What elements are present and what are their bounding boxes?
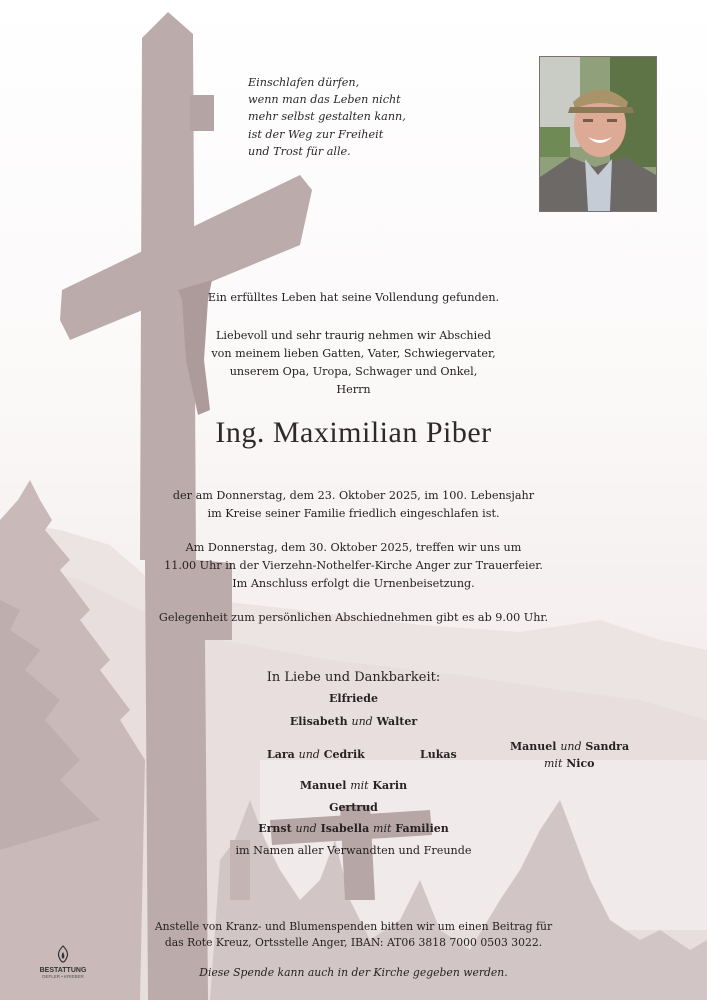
connector-word: und (351, 715, 373, 728)
logo-name: BESTATTUNG (39, 967, 87, 974)
death-info-line: im Kreise seiner Familie friedlich eingeschlafen ist. (207, 507, 500, 520)
logo-subtitle: DEFLER • KRIEBER (42, 974, 84, 979)
mourner-name: Cedrik (323, 748, 365, 761)
mourner-name: Walter (376, 715, 418, 728)
poem-line: mehr selbst gestalten kann, (248, 110, 406, 124)
poem (248, 74, 406, 160)
announcement-text (0, 327, 707, 399)
flame-icon (55, 945, 71, 963)
donation-text (0, 919, 707, 951)
intro-text: Ein erfülltes Leben hat seine Vollendung gefunden. (207, 291, 500, 304)
mourner-wife: Elfriede (329, 692, 378, 705)
donation-line: Anstelle von Kranz- und Blumenspenden bitten wir um einen Beitrag für (154, 920, 553, 933)
mourner-name: Isabella (320, 822, 370, 835)
mourner-name: Karin (372, 779, 408, 792)
connector-word: mit (544, 757, 563, 770)
mourner-child-line (0, 715, 707, 728)
mourner-grandchild-2: Lukas (420, 748, 457, 761)
mourners-others: im Namen aller Verwandten und Freunde (235, 844, 472, 857)
mourner-name: Lara (267, 748, 295, 761)
mourner-sibling-3-line (0, 822, 707, 835)
farewell-info: Gelegenheit zum persönlichen Abschiednehmen gibt es ab 9.00 Uhr. (158, 611, 549, 624)
funeral-home-logo (33, 945, 93, 985)
mourners-heading: In Liebe und Dankbarkeit: (266, 670, 441, 685)
funeral-info-line: 11.00 Uhr in der Vierzehn-Nothelfer-Kirche Anger zur Trauerfeier. (164, 559, 543, 572)
connector-word: und (298, 748, 320, 761)
mourner-sibling-1-line (0, 779, 707, 792)
death-info (0, 487, 707, 523)
connector-word: mit (373, 822, 392, 835)
announcement-line: Liebevoll und sehr traurig nehmen wir Abschied (215, 329, 492, 342)
funeral-info (0, 539, 707, 593)
funeral-info-line: Im Anschluss erfolgt die Urnenbeisetzung. (232, 577, 475, 590)
mourner-grandchild-3-line (510, 740, 629, 753)
donation-line: das Rote Kreuz, Ortsstelle Anger, IBAN: AT06 3818 7000 0503 3022. (164, 936, 543, 949)
mourner-name: Sandra (585, 740, 630, 753)
mourner-name: Elisabeth (289, 715, 348, 728)
portrait-photo (539, 56, 657, 212)
poem-line: Einschlafen dürfen, (248, 76, 360, 89)
announcement-line: von meinem lieben Gatten, Vater, Schwiegervater, (211, 347, 496, 360)
poem-line: und Trost für alle. (248, 144, 351, 158)
death-info-line: der am Donnerstag, dem 23. Oktober 2025, im 100. Lebensjahr (172, 489, 535, 502)
donation-note: Diese Spende kann auch in der Kirche gegeben werden. (199, 966, 508, 979)
announcement-line: unserem Opa, Uropa, Schwager und Onkel, (229, 365, 478, 378)
funeral-info-line: Am Donnerstag, dem 30. Oktober 2025, treffen wir uns um (185, 541, 522, 554)
mourner-name: Nico (566, 757, 595, 770)
connector-word: und (295, 822, 317, 835)
connector-word: mit (350, 779, 369, 792)
announcement-line: Herrn (336, 383, 371, 396)
mourner-name: Manuel (299, 779, 347, 792)
mourner-great-grandchild-line (544, 757, 595, 770)
connector-word: und (560, 740, 582, 753)
poem-line: wenn man das Leben nicht (248, 93, 401, 107)
mourner-grandchild-1-line (267, 748, 365, 761)
mourner-name: Ernst (258, 822, 292, 835)
mourner-name: Familien (395, 822, 449, 835)
poem-line: ist der Weg zur Freiheit (248, 127, 384, 141)
mourner-sibling-2: Gertrud (329, 801, 378, 814)
deceased-name: Ing. Maximilian Piber (215, 416, 492, 449)
mourner-name: Manuel (510, 740, 557, 753)
